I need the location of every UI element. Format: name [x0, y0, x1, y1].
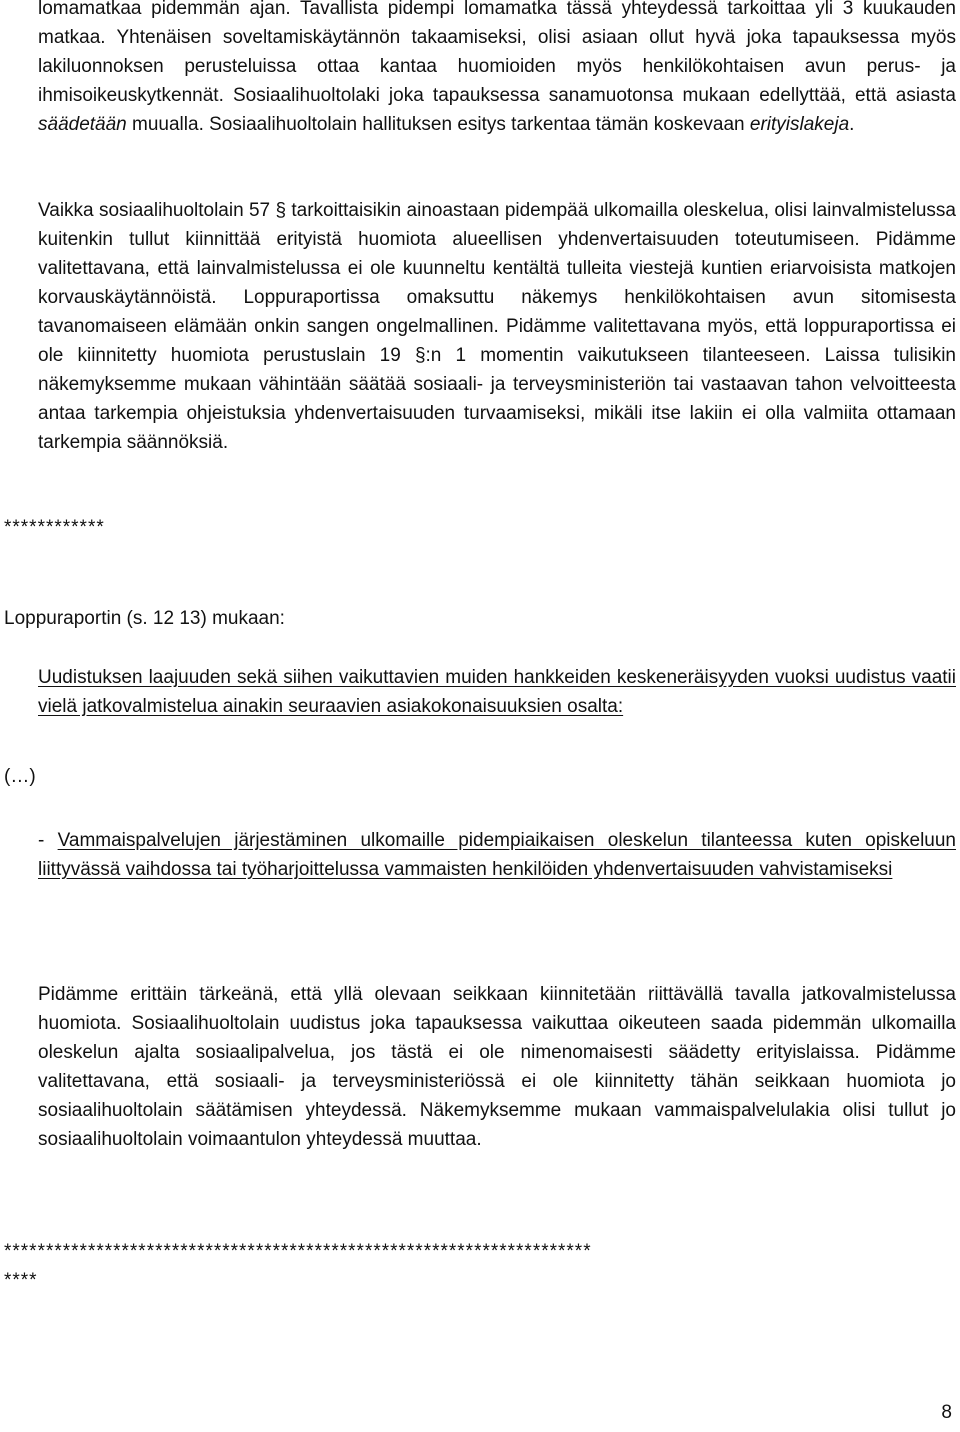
intro-paragraph — [38, 0, 956, 139]
paragraph-3: Pidämme erittäin tärkeänä, että yllä olevaan seikkaan kiinnitetään riittävällä tavalla jatkovalmistelussa huomiota. Sosiaalihuoltolain uudistus joka tapauksessa vaikuttaa oikeuteen saada pidemmän ulkomailla oleskelun ajalta sosiaalipalvelua, jos tästä ei ole nimenomaisesti säädetty erityislaissa. Pidämme valitettavana, että sosiaali- ja terveysministeriössä ei ole kiinnitetty tähän seikkaan huomiota jo sosiaalihuoltolain säätämisen yhteydessä. Näkemyksemme mukaan vammaispalvelulakia olisi tullut jo sosiaalihuoltolain voimaantulon yhteydessä muuttaa. — [38, 984, 956, 1150]
paragraph-2-text-3: :n 1 momentin vaikutukseen tilanteeseen. Laissa tulisikin näkemyksemme mukaan vähintään säätää sosiaali- ja terveysministeriön tai vastaavan tahon velvoitteesta antaa tarkempia ohjeistuksia yhdenvertaisuuden turvaamiseksi, mikäli itse lakiin ei olla valmiita ottamaan tarkempia säännöksiä. — [38, 345, 957, 453]
intro-emphasis-1: säädetään — [38, 114, 127, 135]
section-sign: § — [414, 345, 426, 366]
paragraph-2-text-2: tarkoittaisikin ainoastaan pidempää ulkomailla oleskelua, olisi lainvalmistelussa kuitenkin tullut kiinnittää erityistä huomiota alueellisen yhdenvertaisuuden toteutumiseen. Pidämme valitettavana, että lainvalmistelussa ei ole kuunneltu kentältä tulleita viestejä kuntien eriarvoisista matkojen korvauskäytännöistä. Loppuraportissa omaksuttu näkemys henkilökohtaisen avun sitomisesta tavanomaiseen elämään onkin sangen ongelmallinen. Pidämme valitettavana myös, että loppuraportissa ei ole kiinnitetty huomiota perustuslain 19 — [38, 200, 956, 366]
loppuraportti-heading: Loppuraportin (s. 12 13) mukaan: — [4, 608, 285, 629]
divider-short: ************ — [4, 517, 105, 538]
intro-text-1: lomamatkaa pidemmän ajan. Tavallista pidempi lomamatka tässä yhteydessä tarkoittaa yli 3 kuukauden matkaa. Yhtenäisen soveltamiskäytännön takaamiseksi, olisi asiaan ollut hyvä joka tapauksessa myös lakiluonnoksen perusteluissa ottaa kantaa huomioiden myös henkilökohtaisen avun perus- ja ihmisoikeuskytkennät. Sosiaalihuoltolaki joka tapauksessa sanamuotonsa mukaan edellyttää, että asiasta — [38, 0, 956, 106]
intro-emphasis-2: erityislakeja — [749, 114, 850, 135]
divider-long-line-1: ********************************************************************** — [4, 1241, 592, 1262]
quote-list-item — [38, 826, 956, 884]
section-sign: § — [275, 200, 287, 221]
page-number: 8 — [941, 1402, 952, 1423]
intro-text-3: . — [849, 114, 855, 135]
ellipsis-marker: (…) — [4, 766, 36, 787]
intro-text-2: muualla. Sosiaalihuoltolain hallituksen esitys tarkentaa tämän koskevaan — [126, 114, 750, 135]
paragraph-2 — [38, 196, 956, 457]
quote-underlined: Uudistuksen laajuuden sekä siihen vaikuttavien muiden hankkeiden keskeneräisyyden vuoksi uudistus vaatii vielä jatkovalmistelua ainakin seuraavien asiakokonaisuuksien osalta: — [38, 667, 956, 717]
list-dash: - — [38, 830, 58, 851]
divider-long-line-2: **** — [4, 1270, 38, 1291]
divider-long — [4, 1237, 956, 1295]
quote-list-item-text: Vammaispalvelujen järjestäminen ulkomaille pidempiaikaisen oleskelun tilanteessa kuten opiskeluun liittyvässä vaihdossa tai työharjoittelussa vammaisten henkilöiden yhdenvertaisuuden vahvistamiseksi — [38, 830, 957, 880]
paragraph-2-text-1: Vaikka sosiaalihuoltolain 57 — [38, 200, 276, 221]
